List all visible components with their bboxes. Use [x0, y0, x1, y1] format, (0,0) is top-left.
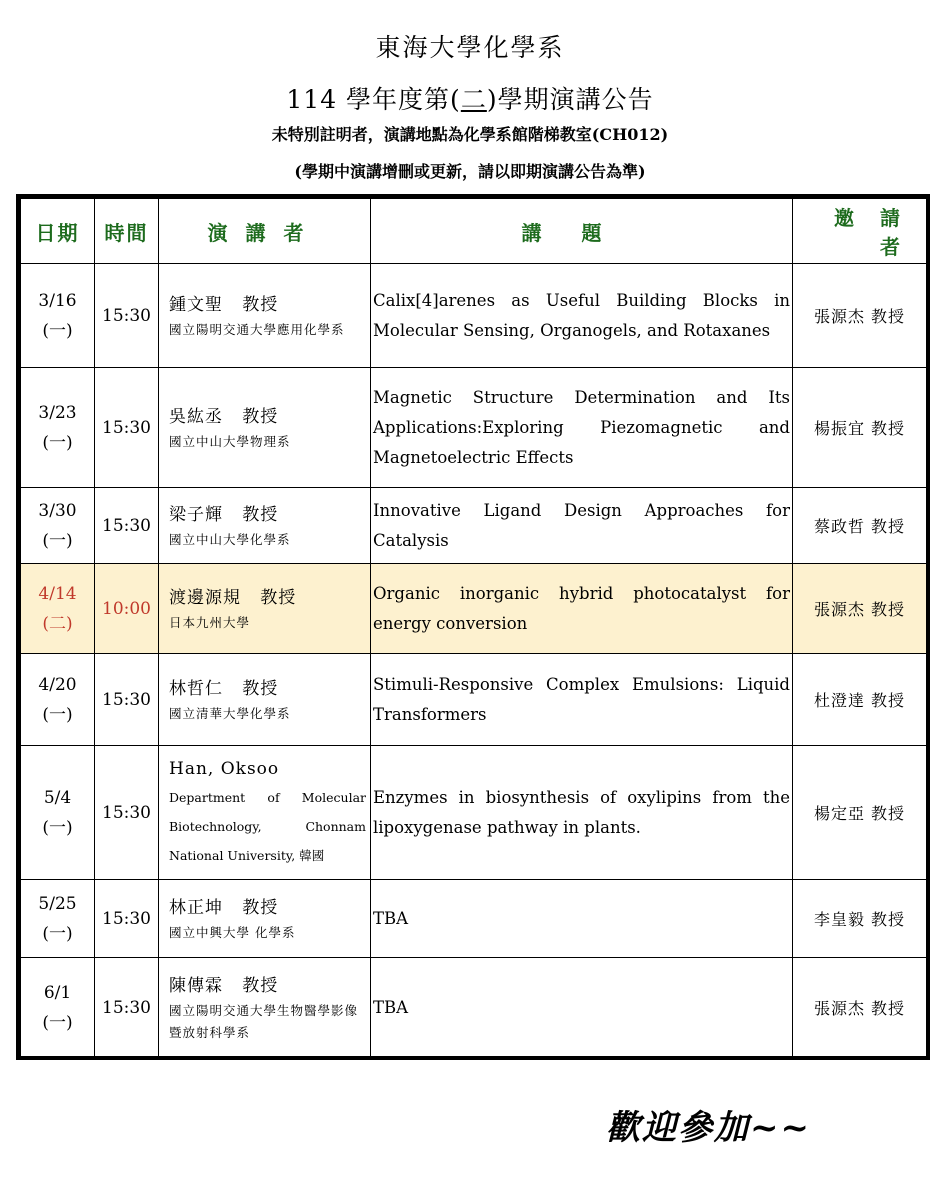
weekday: (一) [42, 1012, 73, 1033]
speaker-name: 吳紘丞 教授 [169, 406, 279, 427]
speaker-cell [159, 564, 371, 654]
topic-cell: Organic inorganic hybrid photocatalyst for energy conversion [371, 564, 793, 654]
host-cell: 杜澄達 教授 [793, 654, 927, 746]
date-cell [21, 746, 95, 880]
table-header-row [21, 199, 927, 264]
department-title: 東海大學化學系 [375, 33, 565, 62]
time-cell: 15:30 [95, 264, 159, 368]
speaker-affiliation: 國立清華大學化學系 [169, 705, 291, 721]
host-cell: 張源杰 教授 [793, 958, 927, 1058]
header-topic: 講題 [371, 199, 793, 264]
table-row [21, 958, 927, 1058]
host-cell: 楊振宜 教授 [793, 368, 927, 488]
speaker-cell [159, 654, 371, 746]
welcome-message: 歡迎參加~~ [606, 1108, 811, 1148]
date: 4/14 [38, 583, 77, 604]
table-row [21, 564, 927, 654]
host-cell: 李皇毅 教授 [793, 880, 927, 958]
date-cell [21, 264, 95, 368]
schedule-table [20, 198, 927, 1058]
weekday: (一) [42, 530, 73, 551]
date: 5/25 [38, 893, 77, 914]
header-host: 邀請者 [793, 199, 927, 264]
time-cell: 15:30 [95, 368, 159, 488]
host-cell: 張源杰 教授 [793, 264, 927, 368]
time-cell: 15:30 [95, 654, 159, 746]
speaker-name: Han, Oksoo [169, 759, 280, 779]
time-cell: 15:30 [95, 958, 159, 1058]
date-cell [21, 488, 95, 564]
topic-cell: Enzymes in biosynthesis of oxylipins from the lipoxygenase pathway in plants. [371, 746, 793, 880]
date: 6/1 [43, 982, 72, 1003]
table-row [21, 368, 927, 488]
weekday: (一) [42, 817, 73, 838]
date: 4/20 [38, 674, 77, 695]
time-cell: 15:30 [95, 746, 159, 880]
weekday: (二) [42, 613, 73, 634]
date: 3/16 [38, 290, 77, 311]
lecture-schedule [16, 194, 930, 1060]
update-note: (學期中演講增刪或更新，請以即期演講公告為準) [294, 162, 646, 181]
date-cell [21, 958, 95, 1058]
speaker-cell [159, 368, 371, 488]
table-row [21, 746, 927, 880]
date: 3/23 [38, 402, 77, 423]
speaker-name: 陳傳霖 教授 [169, 975, 279, 996]
topic-cell: TBA [371, 880, 793, 958]
speaker-name: 林哲仁 教授 [169, 678, 279, 699]
date: 3/30 [38, 500, 77, 521]
topic-cell: TBA [371, 958, 793, 1058]
table-row [21, 654, 927, 746]
header-time: 時間 [95, 199, 159, 264]
semester-prefix: 114 學年度第( [286, 85, 461, 114]
speaker-name: 梁子輝 教授 [169, 504, 279, 525]
speaker-name: 林正坤 教授 [169, 897, 279, 918]
weekday: (一) [42, 923, 73, 944]
table-row [21, 880, 927, 958]
table-row [21, 488, 927, 564]
host-cell: 楊定亞 教授 [793, 746, 927, 880]
table-row [21, 264, 927, 368]
speaker-cell [159, 264, 371, 368]
time-cell: 10:00 [95, 564, 159, 654]
header-date: 日期 [21, 199, 95, 264]
speaker-affiliation: 國立中興大學 化學系 [169, 924, 296, 940]
speaker-affiliation: 國立陽明交通大學應用化學系 [169, 321, 345, 337]
speaker-name: 渡邊源規 教授 [169, 587, 297, 608]
speaker-cell [159, 488, 371, 564]
date-cell [21, 880, 95, 958]
host-cell: 蔡政哲 教授 [793, 488, 927, 564]
semester-number: 二 [460, 85, 487, 114]
speaker-affiliation: 國立中山大學物理系 [169, 433, 291, 449]
date-cell [21, 368, 95, 488]
speaker-name: 鍾文聖 教授 [169, 294, 279, 315]
speaker-affiliation: 日本九州大學 [169, 614, 251, 630]
date-cell [21, 654, 95, 746]
host-cell: 張源杰 教授 [793, 564, 927, 654]
weekday: (一) [42, 432, 73, 453]
topic-cell: Innovative Ligand Design Approaches for Catalysis [371, 488, 793, 564]
weekday: (一) [42, 704, 73, 725]
time-cell: 15:30 [95, 880, 159, 958]
speaker-affiliation: Department of Molecular Biotechnology, Chonnam National University, 韓國 [169, 790, 366, 863]
topic-cell: Magnetic Structure Determination and Its Applications:Exploring Piezomagnetic and Magnetoelectric Effects [371, 368, 793, 488]
speaker-cell [159, 746, 371, 880]
location-note: 未特別註明者，演講地點為化學系館階梯教室(CH012) [271, 125, 669, 144]
topic-cell: Stimuli-Responsive Complex Emulsions: Liquid Transformers [371, 654, 793, 746]
time-cell: 15:30 [95, 488, 159, 564]
speaker-affiliation: 國立中山大學化學系 [169, 531, 291, 547]
date-cell [21, 564, 95, 654]
topic-cell: Calix[4]arenes as Useful Building Blocks in Molecular Sensing, Organogels, and Rotaxanes [371, 264, 793, 368]
speaker-affiliation: 國立陽明交通大學生物醫學影像暨放射科學系 [169, 1002, 359, 1040]
speaker-cell [159, 958, 371, 1058]
speaker-cell [159, 880, 371, 958]
header-speaker: 演講者 [159, 199, 371, 264]
weekday: (一) [42, 320, 73, 341]
date: 5/4 [43, 787, 72, 808]
semester-title [0, 82, 940, 118]
semester-suffix: )學期演講公告 [486, 85, 654, 114]
